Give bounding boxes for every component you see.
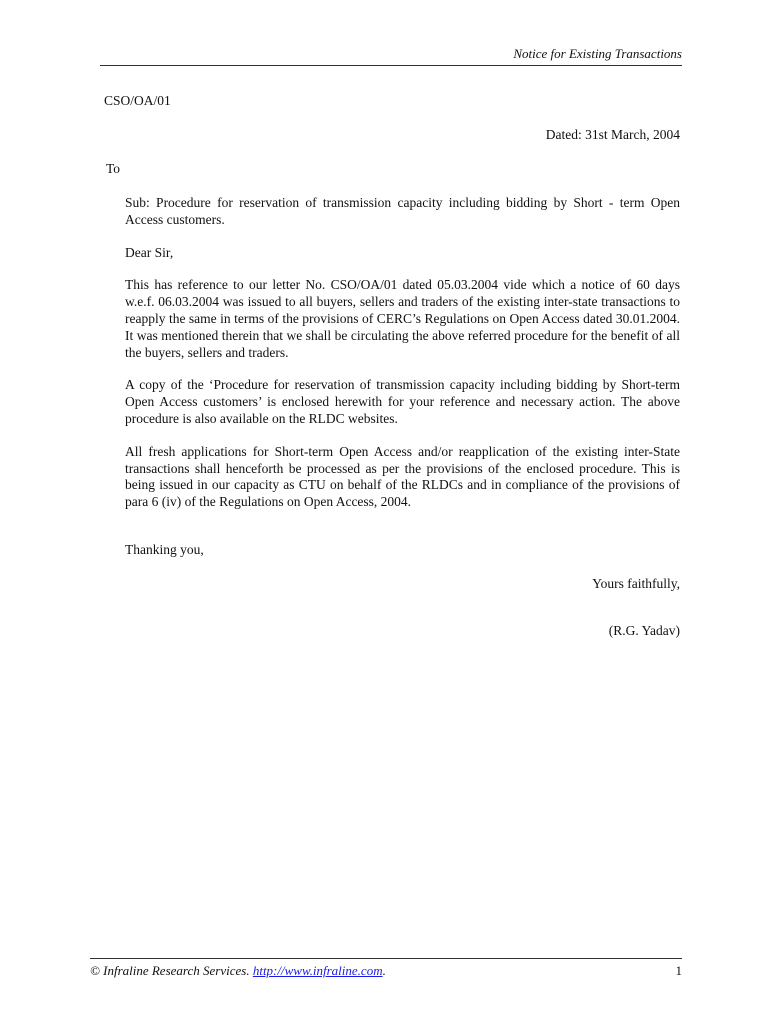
signatory-name: (R.G. Yadav) <box>608 623 680 638</box>
thanks-line: Thanking you, <box>125 542 204 557</box>
reference-number: CSO/OA/01 <box>104 93 171 108</box>
paragraph-1: This has reference to our letter No. CSO/OA/01 dated 05.03.2004 vide which a notice of 60 days w.e.f. 06.03.2004 was issued to all buyers, sellers and traders of the existing inter-state transactions to reapply the same in terms of the provisions of CERC’s Regulations on Open Access dated 30.01.2004. It was mentioned therein that we shall be circulating the above referred procedure for the benefit of all the buyers, sellers and traders. <box>125 277 680 360</box>
paragraph-3: All fresh applications for Short-term Open Access and/or reapplication of the existing inter-State transactions shall henceforth be processed as per the provisions of the enclosed procedure. This is being issued in our capacity as CTU on behalf of the RLDCs and in compliance of the provisions of para 6 (iv) of the Regulations on Open Access, 2004. <box>125 443 680 510</box>
paragraph-2: A copy of the ‘Procedure for reservation of transmission capacity including bidding by Short-term Open Access customers’ is enclosed herewith for your reference and necessary action. The above procedure is also available on the RLDC websites. <box>125 377 680 426</box>
footer-website-link[interactable]: http://www.infraline.com <box>252 963 383 978</box>
footer-trailing: . <box>382 963 386 978</box>
page-footer <box>90 958 682 980</box>
closing-line: Yours faithfully, <box>592 576 680 591</box>
page-header <box>100 45 682 66</box>
subject-line: Sub: Procedure for reservation of transmission capacity including bidding by Short - term Open Access customers. <box>125 195 680 227</box>
footer-copyright: © Infraline Research Services. <box>90 963 253 978</box>
letter-body <box>125 195 680 527</box>
addressee-label: To <box>106 161 121 176</box>
header-title: Notice for Existing Transactions <box>513 46 682 61</box>
salutation: Dear Sir, <box>125 244 174 260</box>
letter-date: Dated: 31st March, 2004 <box>545 127 680 142</box>
page-number: 1 <box>675 963 682 978</box>
